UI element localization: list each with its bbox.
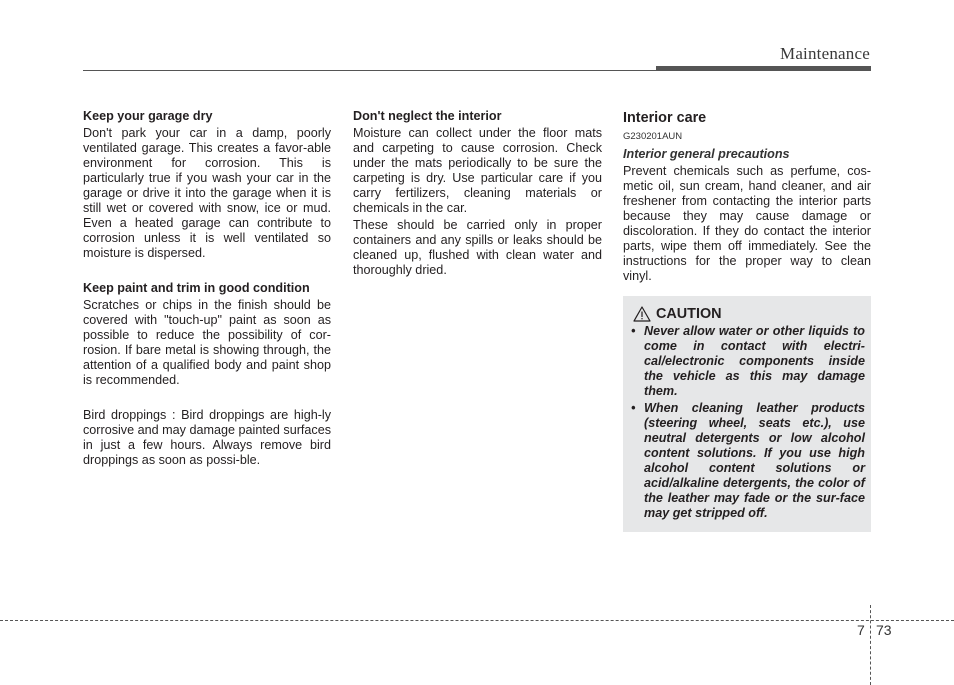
- paint-text: Scratches or chips in the finish should be covered with "touch-up" paint as soon as possible to reduce the possibility of cor-rosion. If bare metal is showing through, the attention of a qualified body and paint shop is recommended.: [83, 298, 331, 387]
- interior-care-heading: Interior care: [623, 110, 707, 126]
- precautions-text: Prevent chemicals such as perfume, cos-metic oil, sun cream, hand cleaner, and air freshener from contacting the interior parts because they may cause damage or discoloration. If they do contact the interior parts, wipe them off immediately. See the instructions for the proper way to clean vinyl.: [623, 164, 871, 283]
- interior-text-2: These should be carried only in proper containers and any spills or leaks should be cleaned up, flushed with clean water and thoroughly dried.: [353, 218, 602, 277]
- warning-triangle-icon: [633, 306, 651, 322]
- bird-droppings-text: Bird droppings : Bird droppings are high-ly corrosive and may damage painted surfaces in just a few hours. Always remove bird droppings as soon as possi-ble.: [83, 408, 331, 467]
- column-right: [623, 109, 871, 284]
- caution-list: [631, 324, 865, 523]
- caution-item: [631, 324, 865, 399]
- garage-text: Don't park your car in a damp, poorly ventilated garage. This creates a favor-able environment for corrosion. This is particularly true if you wash your car in the garage or drive it into the garage when it is still wet or covered with snow, ice or mud. Even a heated garage can contribute to corrosion unless it is well ventilated so moisture is dispersed.: [83, 126, 331, 260]
- page-number: 73: [876, 622, 892, 638]
- footer-rule: [0, 620, 954, 621]
- reference-code: G230201AUN: [623, 131, 683, 142]
- garage-heading: Keep your garage dry: [83, 109, 213, 123]
- caution-item: [631, 401, 865, 521]
- header-rule: [83, 70, 656, 71]
- caution-title: CAUTION: [656, 306, 722, 322]
- interior-text-1: Moisture can collect under the floor mats and carpeting to cause corrosion. Check under the mats periodically to be sure the carpeting is dry. Use particular care if you carry fertilizers, cleaning materials or chemicals in the car.: [353, 126, 602, 215]
- precautions-heading: Interior general precautions: [623, 147, 790, 161]
- paint-heading: Keep paint and trim in good condition: [83, 281, 310, 295]
- caution-header: [633, 305, 722, 323]
- section-title: Maintenance: [780, 44, 870, 63]
- bullet: •: [631, 324, 636, 338]
- column-left: [83, 109, 331, 468]
- caution-box: [623, 296, 871, 532]
- chapter-number: 7: [857, 622, 865, 638]
- caution-item-text: Never allow water or other liquids to come in contact with electri-cal/electronic components inside the vehicle as this may damage them.: [644, 324, 865, 398]
- caution-item-text: When cleaning leather products (steering wheel, seats etc.), use neutral detergents or low alcohol content solutions. If you use high alcohol content solutions or acid/alkaline detergents, the color of the leather may fade or the sur-face may get stripped off.: [644, 401, 865, 520]
- column-middle: [353, 109, 602, 278]
- bullet: •: [631, 401, 636, 415]
- footer-divider: [870, 605, 871, 685]
- interior-heading: Don't neglect the interior: [353, 109, 502, 123]
- header-bar: [656, 66, 871, 71]
